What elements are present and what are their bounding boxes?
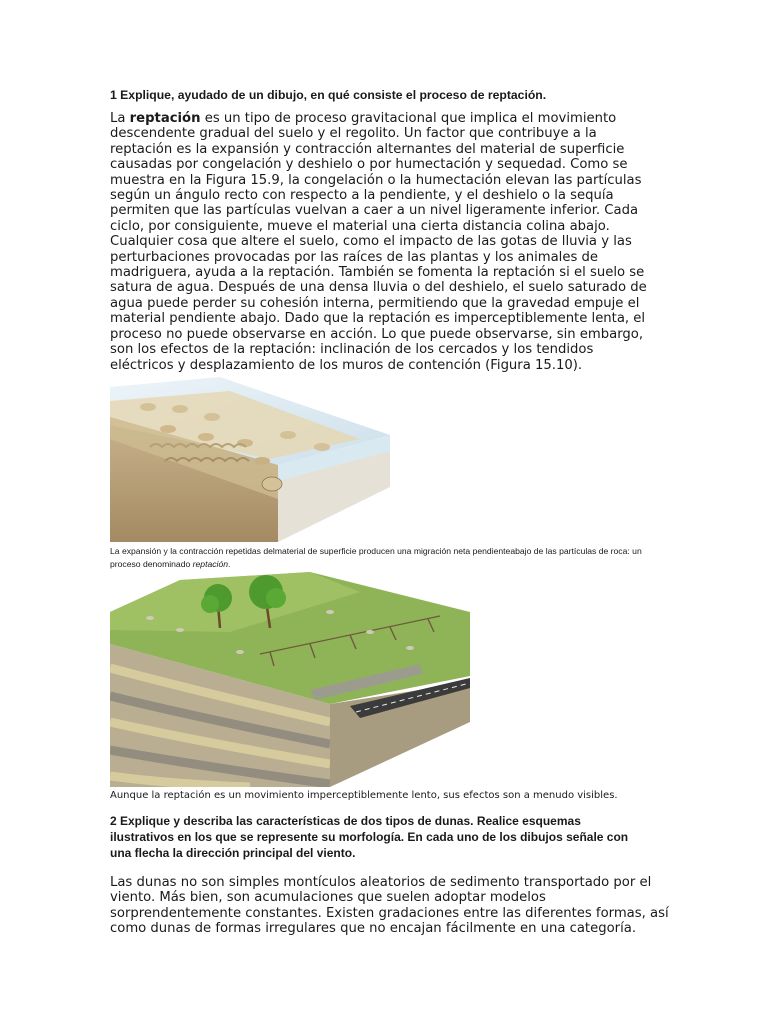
figure-2-caption: Aunque la reptación es un movimiento imperceptiblemente lento, sus efectos son a menudo visibles. [110, 790, 618, 801]
caption-1-end: . [228, 558, 231, 569]
paragraph-lead: La [110, 111, 130, 126]
question-2-heading: 2 Explique y describa las características de dos tipos de dunas. Realice esquemas ilustrativos en los que se represente su morfología. En cada uno de los dibujos señale con una flecha la dirección principal del viento. [110, 814, 629, 861]
term-reptacion: reptación [129, 111, 201, 126]
question-1-heading: 1 Explique, ayudado de un dibujo, en qué consiste el proceso de reptación. [110, 88, 547, 102]
creep-diagram-figure [110, 377, 390, 542]
figure-1-caption [110, 545, 660, 570]
caption-1-text: La expansión y la contracción repetidas delmaterial de superficie producen una migración neta pendienteabajo de las partículas de roca: un proceso denominado [110, 546, 642, 569]
paragraph-dunas: Las dunas no son simples montículos aleatorios de sedimento transportado por el viento. Más bien, son acumulaciones que suelen adoptar modelos sorprendentemente constantes. Existen gradaciones entre las diferentes formas, así como dunas de formas irregulares que no encajan fácilmente en una categoría. [110, 875, 669, 937]
creep-effects-figure [110, 572, 470, 787]
caption-1-term: reptación [192, 558, 229, 569]
paragraph-reptacion [110, 111, 658, 373]
paragraph-body: es un tipo de proceso gravitacional que implica el movimiento descendente gradual del suelo y el regolito. Un factor que contribuye a la reptación es la expansión y contracción alternantes del material de superficie causadas por congelación y deshielo o por humectación y sequedad. Como se muestra en la Figura 15.9, la congelación o la humectación elevan las partículas según un ángulo recto con respecto a la pendiente, y el deshielo o la sequía permiten que las partículas vuelvan a caer a un nivel ligeramente inferior. Cada ciclo, por consiguiente, mueve el material una cierta distancia colina abajo. Cualquier cosa que altere el suelo, como el impacto de las gotas de lluvia y las perturbaciones provocadas por las raíces de las plantas y los animales de madriguera, ayuda a la reptación. También se fomenta la reptación si el suelo se satura de agua. Después de una densa lluvia o del deshielo, el suelo saturado de agua puede perder su cohesión interna, permitiendo que la gravedad empuje el material pendiente abajo. Dado que la reptación es imperceptiblemente lenta, el proceso no puede observarse en acción. Lo que puede observarse, sin embargo, son los efectos de la reptación: inclinación de los cercados y los tendidos eléctricos y desplazamiento de los muros de contención (Figura 15.10). [110, 111, 647, 373]
